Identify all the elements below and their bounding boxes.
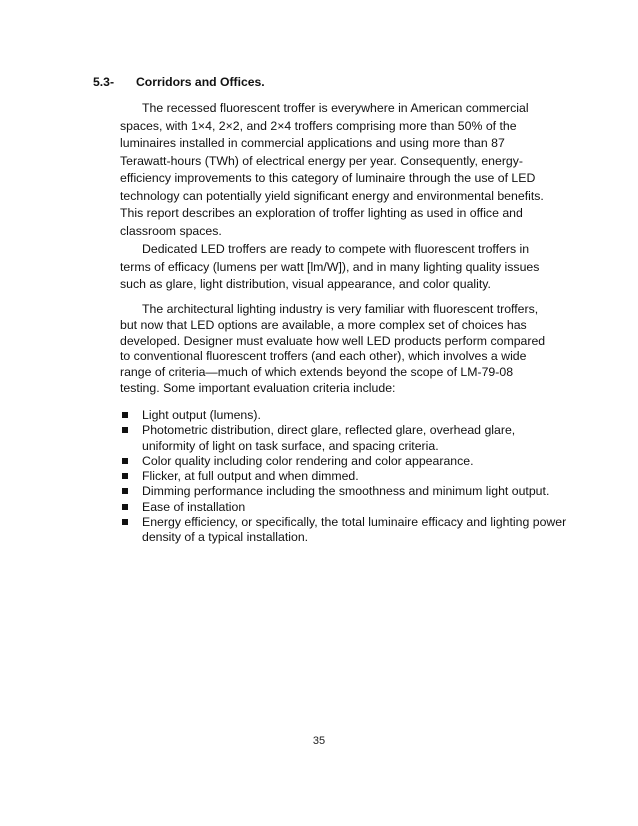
list-item: Flicker, at full output and when dimmed.	[120, 469, 570, 484]
page-number: 35	[312, 735, 326, 747]
section-heading	[93, 75, 265, 89]
list-item: Photometric distribution, direct glare, reflected glare, overhead glare, uniformity of light on task surface, and spacing criteria.	[120, 423, 570, 454]
list-item: Light output (lumens).	[120, 408, 570, 423]
square-bullet-icon	[122, 504, 128, 510]
list-item: Color quality including color rendering and color appearance.	[120, 454, 570, 469]
list-item: Dimming performance including the smoothness and minimum light output.	[120, 484, 570, 499]
section-number: 5.3-	[93, 75, 115, 89]
paragraph-led-troffers: Dedicated LED troffers are ready to compete with fluorescent troffers in terms of efficacy (lumens per watt [lm/W]), and in many lighting quality issues such as glare, light distribution, visual appearance, and color quality.	[120, 242, 540, 291]
list-item: Energy efficiency, or specifically, the total luminaire efficacy and lighting power density of a typical installation.	[120, 515, 570, 546]
square-bullet-icon	[122, 488, 128, 494]
square-bullet-icon	[122, 458, 128, 464]
criteria-list	[120, 408, 570, 546]
section-title: Corridors and Offices.	[136, 75, 265, 89]
paragraph-troffer-overview: The recessed fluorescent troffer is everywhere in American commercial spaces, with 1×4, 2×2, and 2×4 troffers comprising more than 50% of the luminaires installed in commercial applications and using more than 87 Terawatt-hours (TWh) of electrical energy per year. Consequently, energy-efficiency improvements to this category of luminaire through the use of LED technology can potentially yield significant energy and environmental benefits. This report describes an exploration of troffer lighting as used in office and classroom spaces.	[120, 101, 544, 238]
square-bullet-icon	[122, 473, 128, 479]
list-item: Ease of installation	[120, 500, 570, 515]
square-bullet-icon	[122, 412, 128, 418]
square-bullet-icon	[122, 519, 128, 525]
paragraph-evaluation-intro: The architectural lighting industry is very familiar with fluorescent troffers, but now that LED options are available, a more complex set of choices has developed. Designer must evaluate how well LED products perform compared to conventional fluorescent troffers (and each other), which involves a wide range of criteria—much of which extends beyond the scope of LM-79-08 testing. Some important evaluation criteria include:	[120, 302, 546, 395]
square-bullet-icon	[122, 427, 128, 433]
